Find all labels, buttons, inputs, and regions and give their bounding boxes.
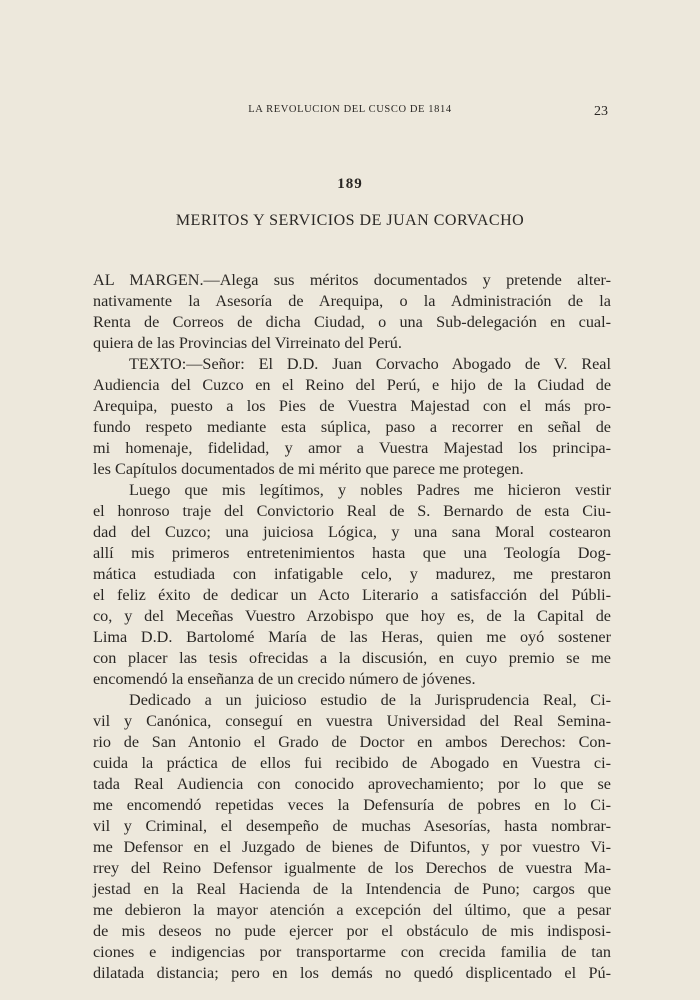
text-line: Renta de Correos de dicha Ciudad, o una Sub-delegación en cual- xyxy=(93,313,611,331)
text-line: nativamente la Asesoría de Arequipa, o la Administración de la xyxy=(93,292,611,310)
text-line: tada Real Audiencia con conocido aprovechamiento; por lo que se xyxy=(93,775,611,793)
text-line: Audiencia del Cuzco en el Reino del Perú, e hijo de la Ciudad de xyxy=(93,376,611,394)
text-line: me encomendó repetidas veces la Defensuría de pobres en lo Ci- xyxy=(93,796,611,814)
text-line: me debieron la mayor atención a excepción del último, que a pesar xyxy=(93,901,611,919)
text-line: dilatada distancia; pero en los demás no quedó displicentado el Pú- xyxy=(93,964,611,982)
text-line: rio de San Antonio el Grado de Doctor en ambos Derechos: Con- xyxy=(93,733,611,751)
text-line: me Defensor en el Juzgado de bienes de Difuntos, y por vuestro Vi- xyxy=(93,838,611,856)
text-line: les Capítulos documentados de mi mérito que parece me protegen. xyxy=(93,460,524,478)
running-head: LA REVOLUCION DEL CUSCO DE 1814 xyxy=(248,104,452,115)
text-line: Lima D.D. Bartolomé María de las Heras, quien me oyó sostener xyxy=(93,628,611,646)
text-line: Dedicado a un juicioso estudio de la Jurisprudencia Real, Ci- xyxy=(129,691,611,709)
text-line: dad del Cuzco; una juiciosa Lógica, y una sana Moral costearon xyxy=(93,523,611,541)
text-line: allí mis primeros entretenimientos hasta que una Teología Dog- xyxy=(93,544,611,562)
text-line: vil y Criminal, el desempeño de muchas Asesorías, hasta nombrar- xyxy=(93,817,611,835)
text-line: mi homenaje, fidelidad, y amor a Vuestra Majestad los principa- xyxy=(93,439,611,457)
text-line: cuida la práctica de ellos fui recibido de Abogado en Vuestra ci- xyxy=(93,754,611,772)
text-line: jestad en la Real Hacienda de la Intendencia de Puno; cargos que xyxy=(93,880,611,898)
text-line: fundo respeto mediante esta súplica, paso a recorrer en señal de xyxy=(93,418,611,436)
text-line: rrey del Reino Defensor igualmente de los Derechos de vuestra Ma- xyxy=(93,859,611,877)
document-title: MERITOS Y SERVICIOS DE JUAN CORVACHO xyxy=(175,212,525,229)
text-line: ciones e indigencias por transportarme con crecida familia de tan xyxy=(93,943,611,961)
text-line: con placer las tesis ofrecidas a la discusión, en cuyo premio se me xyxy=(93,649,611,667)
text-line: el feliz éxito de dedicar un Acto Literario a satisfacción del Públi- xyxy=(93,586,611,604)
text-line: el honroso traje del Convictorio Real de S. Bernardo de esta Ciu- xyxy=(93,502,611,520)
text-line: TEXTO:—Señor: El D.D. Juan Corvacho Abogado de V. Real xyxy=(129,355,611,373)
page-number: 23 xyxy=(594,104,608,119)
text-line: mática estudiada con infatigable celo, y madurez, me prestaron xyxy=(93,565,611,583)
body-text xyxy=(93,354,611,984)
text-line: de mis deseos no pude ejercer por el obstáculo de mis indisposi- xyxy=(93,922,611,940)
text-line: co, y del Meceñas Vuestro Arzobispo que hoy es, de la Capital de xyxy=(93,607,611,625)
text-line: vil y Canónica, conseguí en vuestra Universidad del Real Semina- xyxy=(93,712,611,730)
text-line: encomendó la enseñanza de un crecido número de jóvenes. xyxy=(93,670,476,688)
margin-note xyxy=(93,270,611,354)
text-line: Luego que mis legítimos, y nobles Padres me hicieron vestir xyxy=(129,481,611,499)
text-line: Arequipa, puesto a los Pies de Vuestra Majestad con el más pro- xyxy=(93,397,611,415)
text-line: quiera de las Provincias del Virreinato del Perú. xyxy=(93,334,402,352)
document-number: 189 xyxy=(337,176,363,192)
text-line: AL MARGEN.—Alega sus méritos documentados y pretende alter- xyxy=(93,271,611,289)
